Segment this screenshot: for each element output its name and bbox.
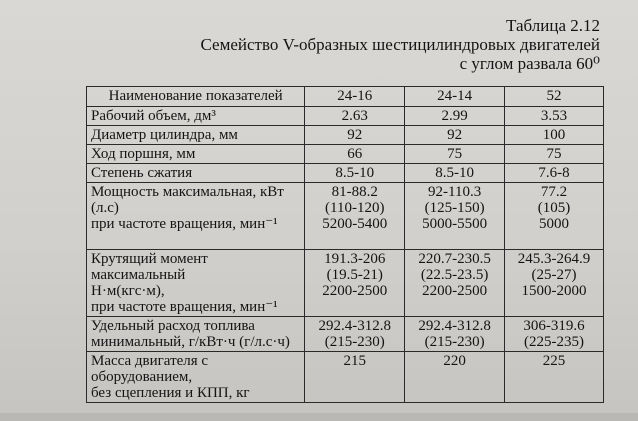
value-line: 75 <box>546 146 562 162</box>
engine-spec-table <box>86 86 604 403</box>
param-line: Ход поршня, мм <box>91 146 196 162</box>
table-caption <box>201 16 601 73</box>
row-value <box>305 352 405 403</box>
value-line: 8.5-10 <box>435 165 475 181</box>
row-value <box>305 317 405 352</box>
value-line: 66 <box>347 146 363 162</box>
value-line: (25-27) <box>531 267 577 283</box>
row-param <box>87 250 305 317</box>
value-line: 1500-2000 <box>521 283 587 299</box>
row-value <box>405 352 505 403</box>
param-line: при частоте вращения, мин⁻¹ <box>91 299 278 315</box>
row-value <box>505 250 604 317</box>
value-line: 92 <box>447 127 463 143</box>
row-value <box>505 352 604 403</box>
table-row <box>87 107 604 126</box>
table-row <box>87 317 604 352</box>
row-value <box>505 317 604 352</box>
table-body <box>87 107 604 403</box>
value-line: 5000-5500 <box>422 216 488 232</box>
row-value <box>505 164 604 183</box>
param-line: Н·м(кгс·м), <box>91 283 165 299</box>
table-number: Таблица 2.12 <box>506 16 600 35</box>
row-value <box>405 126 505 145</box>
value-line: 3.53 <box>540 108 568 124</box>
value-line: 75 <box>447 146 463 162</box>
value-line: 2.99 <box>441 108 468 124</box>
row-param <box>87 126 305 145</box>
param-line <box>91 232 300 248</box>
value-line: (19.5-21) <box>326 267 383 283</box>
value-line: 92 <box>347 127 363 143</box>
value-line: 220 <box>443 353 466 369</box>
value-line: (215-230) <box>424 334 485 350</box>
table-row <box>87 164 604 183</box>
param-line: при частоте вращения, мин⁻¹ <box>91 216 278 232</box>
header-col-52: 52 <box>505 87 604 107</box>
page-bottom-edge <box>0 413 638 421</box>
row-value <box>405 145 505 164</box>
param-line: Диаметр цилиндра, мм <box>91 127 238 143</box>
row-value <box>505 183 604 250</box>
row-value <box>305 250 405 317</box>
value-line: 245.3-264.9 <box>517 251 591 267</box>
table-row <box>87 183 604 250</box>
header-param: Наименование показателей <box>87 87 305 107</box>
row-value <box>405 183 505 250</box>
row-value <box>405 317 505 352</box>
param-line: без сцепления и КПП, кг <box>91 385 250 401</box>
table-row <box>87 250 604 317</box>
row-param <box>87 107 305 126</box>
row-value <box>305 145 405 164</box>
value-line: 292.4-312.8 <box>318 318 392 334</box>
value-line: 81-88.2 <box>331 184 378 200</box>
row-value <box>405 250 505 317</box>
row-value <box>505 107 604 126</box>
value-line: 8.5-10 <box>335 165 375 181</box>
param-line: Удельный расход топлива <box>91 318 255 334</box>
param-line: Крутящий момент максимальный <box>91 251 208 283</box>
value-line: 306-319.6 <box>523 318 585 334</box>
value-line: (105) <box>537 200 571 216</box>
value-line: (215-230) <box>324 334 385 350</box>
value-line: 5000 <box>539 216 570 232</box>
value-line: (110-120) <box>325 200 385 216</box>
row-value <box>305 107 405 126</box>
table-title-line-1: Семейство V-образных шестицилиндровых двигателей <box>200 35 600 54</box>
row-value <box>305 164 405 183</box>
row-param <box>87 164 305 183</box>
row-value <box>305 126 405 145</box>
value-line: 292.4-312.8 <box>418 318 491 334</box>
param-line: Масса двигателя с оборудованием, <box>91 353 209 385</box>
value-line: 215 <box>343 353 367 369</box>
value-line: (225-235) <box>524 334 585 350</box>
table-row <box>87 145 604 164</box>
value-line: 100 <box>542 127 566 143</box>
value-line: 225 <box>542 353 566 369</box>
row-param <box>87 183 305 250</box>
value-line: 191.3-206 <box>324 251 386 267</box>
value-line: 220.7-230.5 <box>418 251 491 267</box>
value-line: 2200-2500 <box>322 283 388 299</box>
header-col-24-16: 24-16 <box>305 87 405 107</box>
value-line: (125-150) <box>424 200 485 216</box>
table-title-line-2: с углом развала 60⁰ <box>459 54 600 73</box>
row-param <box>87 145 305 164</box>
header-row <box>87 87 604 107</box>
value-line: 7.6-8 <box>538 165 570 181</box>
value-line: 2.63 <box>341 108 368 124</box>
row-value <box>305 183 405 250</box>
header-col-24-14: 24-14 <box>405 87 505 107</box>
row-value <box>505 126 604 145</box>
param-line: минимальный, г/кВт·ч (г/л.с·ч) <box>91 334 290 350</box>
param-line: Степень сжатия <box>91 165 193 181</box>
table-row <box>87 352 604 403</box>
row-param <box>87 352 305 403</box>
param-line: Мощность максимальная, кВт (л.с) <box>91 184 284 216</box>
value-line: (22.5-23.5) <box>420 267 489 283</box>
param-line: Рабочий объем, дм³ <box>91 108 216 124</box>
row-value <box>405 164 505 183</box>
row-value <box>405 107 505 126</box>
value-line: 5200-5400 <box>322 216 388 232</box>
row-param <box>87 317 305 352</box>
table-row <box>87 126 604 145</box>
value-line: 92-110.3 <box>428 184 482 200</box>
value-line: 2200-2500 <box>422 283 488 299</box>
value-line: 77.2 <box>540 184 568 200</box>
row-value <box>505 145 604 164</box>
